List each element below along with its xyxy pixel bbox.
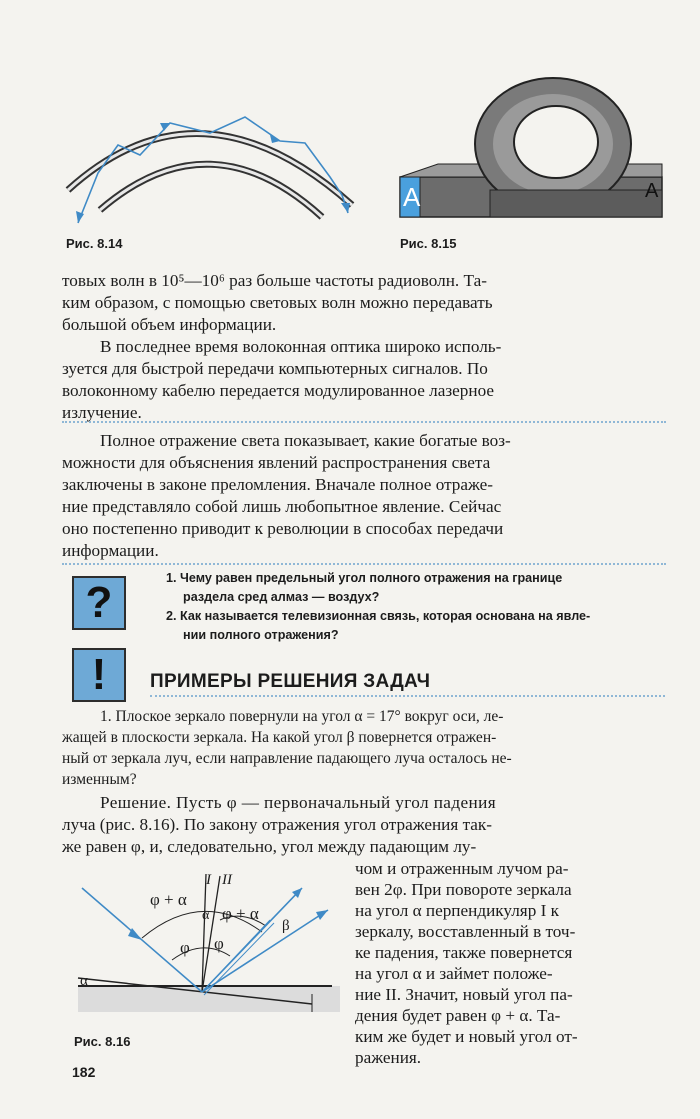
figure-caption-8-15: Рис. 8.15 xyxy=(400,236,457,251)
label-alpha-mirror: α xyxy=(80,973,88,989)
text-line: 1. Плоское зеркало повернули на угол α = 17° вокруг оси, ле- xyxy=(100,708,504,725)
question-item: 2. Как называется телевизионная связь, которая основана на явле- нии полного отражения? xyxy=(166,609,591,642)
solution-text xyxy=(62,792,666,858)
label-phi-plus-alpha-right: φ + α xyxy=(222,904,259,923)
text-line: ким же будет и новый угол от- xyxy=(355,1027,578,1046)
figure-caption-8-14: Рис. 8.14 xyxy=(66,236,123,251)
text-line: чом и отраженным лучом ра- xyxy=(355,859,569,878)
text-line: излучение. xyxy=(62,403,142,422)
text-line: же равен φ, и, следовательно, угол между падающим лу- xyxy=(62,837,477,856)
label-phi-left: φ xyxy=(180,938,190,957)
text-line: ние II. Значит, новый угол па- xyxy=(355,985,573,1004)
text-paragraph-1 xyxy=(62,270,666,336)
solution-text-column xyxy=(355,858,667,1068)
label-normal-i: I xyxy=(206,872,211,888)
section-title: ПРИМЕРЫ РЕШЕНИЯ ЗАДАЧ xyxy=(150,671,431,692)
text-line: на угол α перпендикуляр I к xyxy=(355,901,559,920)
letter-a-grey: A xyxy=(645,180,659,202)
glass-loop-figure xyxy=(398,72,668,227)
problem-statement xyxy=(62,706,666,790)
text-line: волоконному кабелю передается модулированное лазерное xyxy=(62,381,495,400)
fiber-optic-figure xyxy=(60,95,360,230)
text-paragraph-2 xyxy=(62,336,666,424)
question-item: 1. Чему равен предельный угол полного отражения на границе раздела сред алмаз — воздух? xyxy=(166,571,563,604)
label-phi-right: φ xyxy=(214,934,224,953)
letter-a-blue: A xyxy=(403,182,421,212)
separator-dotted xyxy=(62,563,666,565)
text-line: большой объем информации. xyxy=(62,315,277,334)
text-line: В последнее время волоконная оптика широко исполь- xyxy=(100,337,502,356)
text-line: ражения. xyxy=(355,1048,422,1067)
summary-paragraph xyxy=(62,430,666,562)
text-line: можности для объяснения явлений распространения света xyxy=(62,453,491,472)
text-line: оно постепенно приводит к революции в способах передачи xyxy=(62,519,504,538)
text-line: ный от зеркала луч, если направление падающего луча осталось не- xyxy=(62,750,512,767)
question-icon: ? xyxy=(72,576,126,630)
text-line: Полное отражение света показывает, какие богатые воз- xyxy=(100,431,511,450)
text-line: на угол α и займет положе- xyxy=(355,964,553,983)
page-number: 182 xyxy=(72,1064,96,1080)
label-alpha-top: α xyxy=(202,908,210,923)
text-line: жащей в плоскости зеркала. На какой угол β повернется отражен- xyxy=(62,729,497,746)
text-line: ние представляло собой лишь любопытное явление. Сейчас xyxy=(62,497,502,516)
text-line: изменным? xyxy=(62,771,137,788)
label-beta: β xyxy=(282,918,290,934)
text-line: вен 2φ. При повороте зеркала xyxy=(355,880,572,899)
text-line: товых волн в 10⁵—10⁶ раз больше частоты радиоволн. Та- xyxy=(62,271,487,290)
text-line: Решение. Пусть φ — первоначальный угол падения xyxy=(100,793,497,812)
text-line: зуется для быстрой передачи компьютерных сигналов. По xyxy=(62,359,488,378)
text-line: зеркалу, восставленный в точ- xyxy=(355,922,576,941)
text-line: дения будет равен φ + α. Та- xyxy=(355,1006,561,1025)
mirror-rotation-figure xyxy=(70,868,342,1023)
separator-dotted xyxy=(62,421,666,423)
text-line: ке падения, также повернется xyxy=(355,943,573,962)
review-questions xyxy=(166,569,666,645)
text-line: луча (рис. 8.16). По закону отражения угол отражения так- xyxy=(62,815,493,834)
figure-caption-8-16: Рис. 8.16 xyxy=(74,1034,131,1049)
label-phi-plus-alpha-left: φ + α xyxy=(150,890,187,909)
text-line: заключены в законе преломления. Вначале полное отраже- xyxy=(62,475,494,494)
exclamation-icon: ! xyxy=(72,648,126,702)
section-title-underline xyxy=(150,695,665,697)
label-normal-ii: II xyxy=(222,872,232,888)
text-line: ким образом, с помощью световых волн можно передавать xyxy=(62,293,493,312)
text-line: информации. xyxy=(62,541,159,560)
